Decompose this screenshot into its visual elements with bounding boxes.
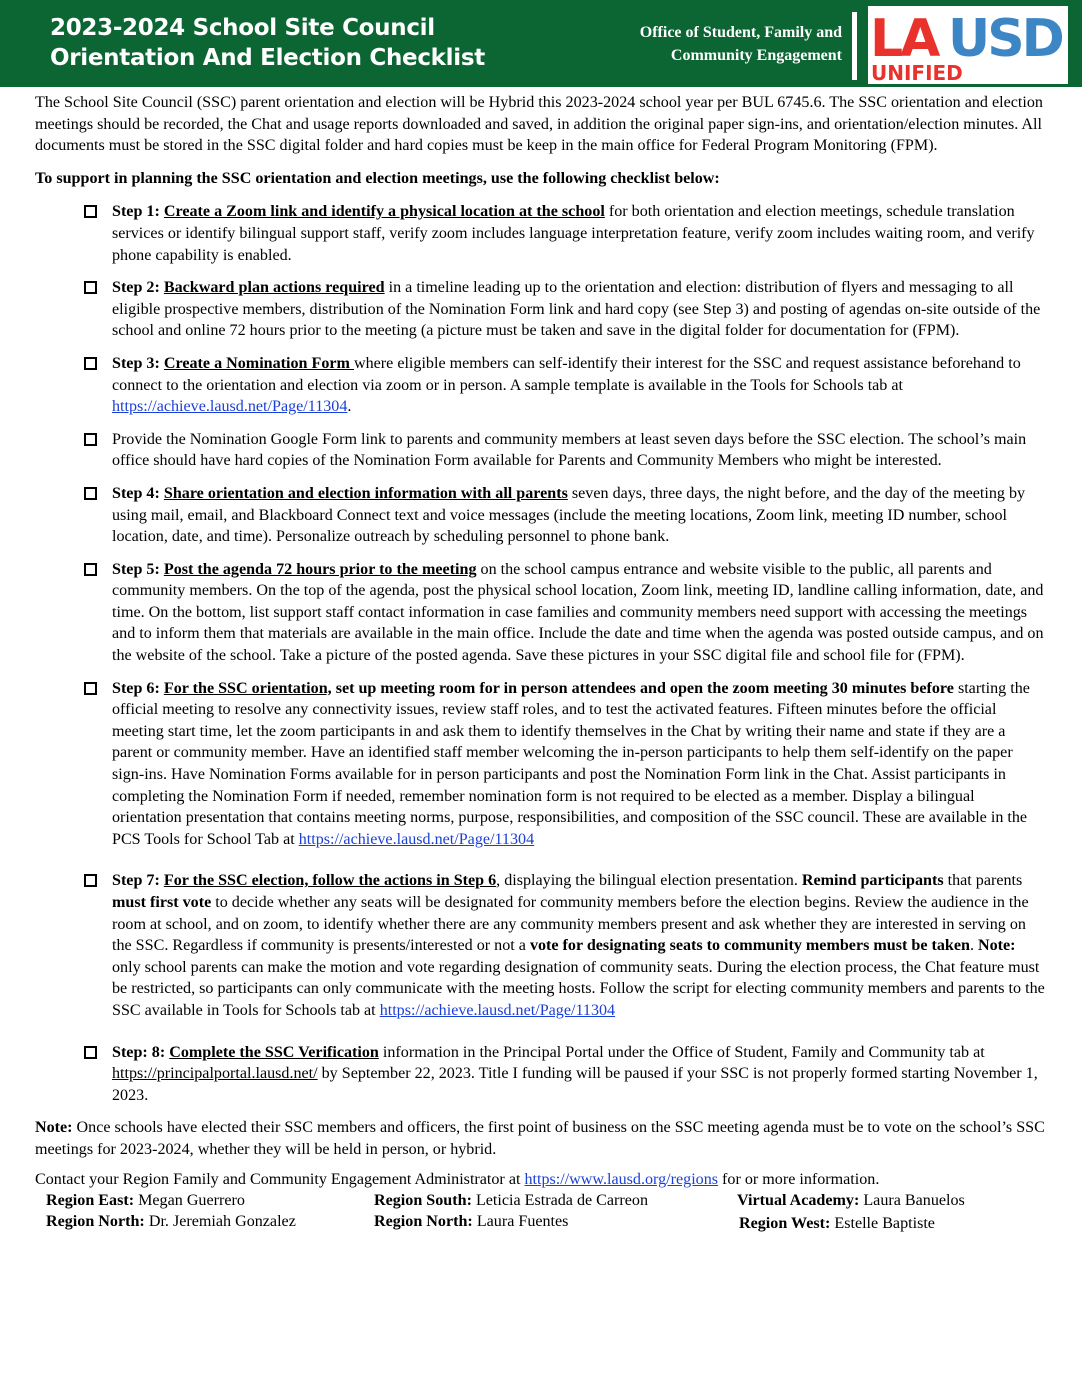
title-line-2: Orientation And Election Checklist xyxy=(50,45,485,71)
step-text: for both orientation and election meetings, schedule translation services or identify bilingual support staff, verify zoom includes language interpretation feature, verify zoom includes waiting room, and verify phone capability is enabled. xyxy=(112,203,1035,264)
checkbox[interactable] xyxy=(84,433,97,446)
region-contact xyxy=(737,1190,965,1212)
intro-paragraph: The School Site Council (SSC) parent orientation and election will be Hybrid this 2023-2024 school year per BUL 6745.6. The SSC orientation and election meetings should be recorded, the Chat and usage reports downloaded and saved, in addition the original paper sign-ins, and orientation/election minutes. All documents must be stored in the SSC digital folder and hard copies must be keep in the main office for Federal Program Monitoring (FPM). xyxy=(35,94,1043,155)
step-bold-text: vote for designating seats to community members must be taken xyxy=(529,937,970,955)
step-highlight: For the SSC election, follow the actions in Step 6 xyxy=(163,872,497,890)
step-highlight: For the SSC orientation, xyxy=(163,679,332,697)
step-text: in a timeline leading up to the orientation and election: distribution of flyers and messaging to all eligible prospective members, distribution of the Nomination Form link and hard copy (see Step 3) and posting of agendas on-site outside of the school and online 72 hours prior to the meeting (a picture must be taken and save in the digital folder for documentation for (FPM). xyxy=(112,279,1041,340)
lausd-logo xyxy=(868,6,1068,84)
tools-for-schools-link[interactable]: https://achieve.lausd.net/Page/11304 xyxy=(298,830,535,848)
step-highlight: Create a Zoom link and identify a physical location at the school xyxy=(163,203,605,221)
step-highlight: Share orientation and election information with all parents xyxy=(163,484,568,502)
step-text: to decide whether any seats will be designated for community members before the election begins. Review the audience in the room at school, and on zoom, to identify whether there are any community members present and ask whether they are interested in serving on the SSC. Regardless if community is presents/interested or not a xyxy=(112,894,1029,955)
note-label: Note: xyxy=(35,1119,73,1137)
step-label: Step 7: xyxy=(112,872,160,890)
step-text-end: . xyxy=(347,398,352,416)
checklist xyxy=(35,201,1045,1106)
region-contact xyxy=(374,1190,648,1212)
document-body xyxy=(35,92,1045,1236)
regions-link[interactable]: https://www.lausd.org/regions xyxy=(524,1170,719,1188)
step-highlight: Complete the SSC Verification xyxy=(169,1043,379,1061)
step-label: Step 4: xyxy=(112,484,160,502)
checkbox[interactable] xyxy=(84,357,97,370)
header-bar xyxy=(0,0,1082,87)
step-text: that parents xyxy=(943,872,1023,890)
region-contact xyxy=(739,1213,935,1235)
region-name: Leticia Estrada de Carreon xyxy=(471,1192,648,1210)
region-label: Region North: xyxy=(46,1213,145,1231)
step-bold-text: set up meeting room for in person attendees and open the zoom meeting 30 minutes before xyxy=(331,679,954,697)
region-name: Megan Guerrero xyxy=(134,1192,245,1210)
checklist-item-step-8 xyxy=(35,1042,1045,1107)
region-name: Laura Banuelos xyxy=(859,1192,965,1210)
office-line-2: Community Engagement xyxy=(670,47,842,64)
region-name: Estelle Baptiste xyxy=(830,1215,935,1233)
region-label: Region East: xyxy=(46,1192,135,1210)
step-label: Step 6: xyxy=(112,679,160,697)
step-text: Provide the Nomination Google Form link to parents and community members at least seven days before the SSC election. The school’s main office should have hard copies of the Nomination Form available for Parents and Community Members who might be interested. xyxy=(112,430,1027,470)
checkbox[interactable] xyxy=(84,281,97,294)
checklist-item-step-7 xyxy=(35,870,1045,1021)
step-text: information in the Principal Portal under the Office of Student, Family and Community tab at xyxy=(378,1043,985,1061)
contact-text-end: for or more information. xyxy=(718,1170,880,1188)
checkbox[interactable] xyxy=(84,487,97,500)
region-name: Laura Fuentes xyxy=(472,1213,569,1231)
step-text: , displaying the bilingual election presentation. xyxy=(496,872,802,890)
tools-for-schools-link[interactable]: https://achieve.lausd.net/Page/11304 xyxy=(379,1001,616,1019)
region-label: Region West: xyxy=(739,1215,831,1233)
step-text: starting the official meeting to resolve any connectivity issues, review staff roles, and to test the activated features. Fifteen minutes before the official meeting start time, let the zoom participants in and ask them to identify themselves in the Chat by writing their name and state if they are a parent or community member. Have an identified staff member welcoming the in-person participants to help them self-identify on the paper sign-ins. Have Nomination Forms available for in person participants and post the Nomination Form link in the Chat. Assist participants in completing the Nomination Form if needed, remember nomination form is not required to be elected as a member. Display a bilingual orientation presentation that contains meeting norms, purpose, responsibilities, and composition of the SSC council. These are available in the PCS Tools for School Tab at xyxy=(112,679,1030,848)
step-text: where eligible members can self-identify their interest for the SSC and request assistance beforehand to connect to the orientation and election via zoom or in person. A sample template is available in the Tools for Schools tab at xyxy=(112,354,1021,394)
step-label: Step 3: xyxy=(112,354,160,372)
step-bold-text: Note: xyxy=(978,937,1016,955)
checklist-item-step-3 xyxy=(35,353,1045,418)
step-highlight: Post the agenda 72 hours prior to the meeting xyxy=(163,560,477,578)
note-paragraph xyxy=(35,1117,1045,1160)
region-contacts xyxy=(35,1190,1045,1236)
region-contact xyxy=(46,1211,296,1233)
checklist-item-step-2 xyxy=(35,277,1045,342)
checkbox[interactable] xyxy=(84,874,97,887)
region-contact xyxy=(46,1190,245,1212)
step-label: Step 5: xyxy=(112,560,160,578)
step-label: Step: 8: xyxy=(112,1043,166,1061)
checkbox[interactable] xyxy=(84,205,97,218)
checklist-item-nomination-form xyxy=(35,429,1045,472)
step-bold-text: Remind participants xyxy=(801,872,944,890)
region-name: Dr. Jeremiah Gonzalez xyxy=(144,1213,296,1231)
checkbox[interactable] xyxy=(84,563,97,576)
contact-paragraph xyxy=(35,1169,1045,1191)
region-label: Virtual Academy: xyxy=(737,1192,860,1210)
step-highlight: Create a Nomination Form xyxy=(163,354,354,372)
step-label: Step 1: xyxy=(112,203,160,221)
checklist-lead: To support in planning the SSC orientation and election meetings, use the following checklist below: xyxy=(35,169,720,187)
note-text: Once schools have elected their SSC members and officers, the first point of business on the SSC meeting agenda must be to vote on the school’s SSC meetings for 2023-2024, whether they will be held in person, or hybrid. xyxy=(35,1119,1045,1158)
page-title xyxy=(50,13,590,73)
step-text: by September 22, 2023. Title I funding will be paused if your SSC is not properly formed starting November 1, 2023. xyxy=(112,1065,1038,1104)
svg-text:LA: LA xyxy=(870,9,938,69)
step-text: on the school campus entrance and website visible to the public, all parents and community members. On the top of the agenda, post the physical school location, Zoom link, meeting ID, landline calling information, date, and time. On the bottom, list support staff contact information in case families and community members need support with accessing the meetings and to inform them that materials are available in the main office. Include the date and time when the agenda was posted outside campus, and on the website of the school. Take a picture of the posted agenda. Save these pictures in your SSC digital file and school file for (FPM). xyxy=(112,560,1044,665)
checklist-item-step-6 xyxy=(35,678,1045,851)
tools-for-schools-link[interactable]: https://achieve.lausd.net/Page/11304 xyxy=(112,398,348,416)
step-highlight: Backward plan actions required xyxy=(163,279,385,297)
checkbox[interactable] xyxy=(84,682,97,695)
checklist-item-step-1 xyxy=(35,201,1045,266)
step-label: Step 2: xyxy=(112,279,160,297)
principal-portal-link[interactable]: https://principalportal.lausd.net/ xyxy=(112,1065,318,1083)
checklist-item-step-4 xyxy=(35,483,1045,548)
svg-text:USD: USD xyxy=(948,9,1062,69)
office-line-1: Office of Student, Family and xyxy=(639,24,842,41)
step-text: only school parents can make the motion and vote regarding designation of community seats. During the election process, the Chat feature must be restricted, so participants can only communicate with the meeting hosts. Follow the script for electing community members and parents to the SSC available in Tools for Schools tab at xyxy=(112,958,1045,1019)
region-label: Region South: xyxy=(374,1192,472,1210)
region-label: Region North: xyxy=(374,1213,473,1231)
svg-text:UNIFIED: UNIFIED xyxy=(871,61,963,84)
step-text: . xyxy=(969,937,978,955)
step-bold-text: must first vote xyxy=(112,894,212,911)
title-line-1: 2023-2024 School Site Council xyxy=(50,15,435,41)
contact-text: Contact your Region Family and Community Engagement Administrator at xyxy=(35,1170,525,1188)
office-name xyxy=(600,21,842,67)
step-text: seven days, three days, the night before, and the day of the meeting by using mail, email, and Blackboard Connect text and voice messages (include the meeting locations, Zoom link, meeting ID number, school location, date, and time). Personalize outreach by scheduling personnel to phone bank. xyxy=(112,484,1026,546)
checkbox[interactable] xyxy=(84,1046,97,1059)
checklist-item-step-5 xyxy=(35,559,1045,667)
header-divider xyxy=(852,12,857,80)
region-contact xyxy=(374,1211,568,1233)
